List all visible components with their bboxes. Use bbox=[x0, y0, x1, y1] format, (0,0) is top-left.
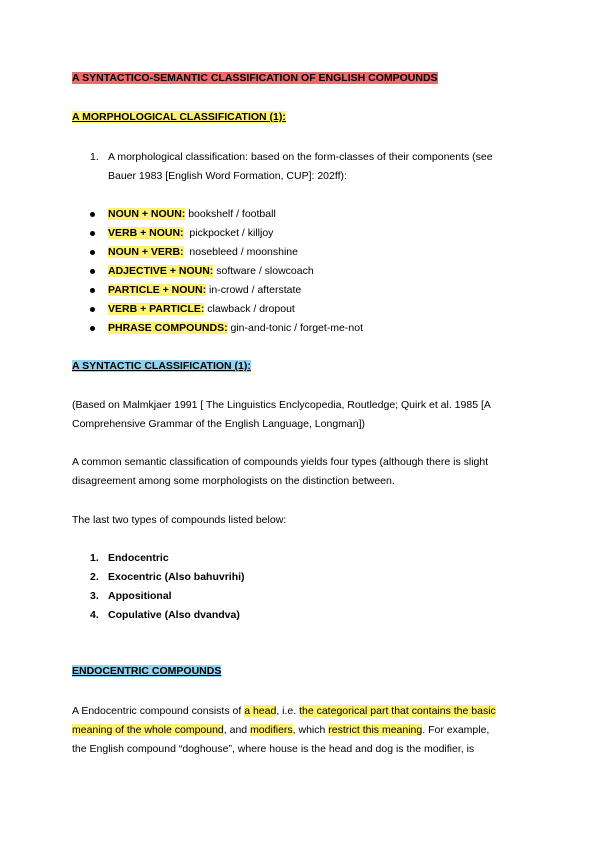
synt-para1-line1: (Based on Malmkjaer 1991 [ The Linguistics Enclycopedia, Routledge; Quirk et al. 1985 [A bbox=[72, 399, 491, 411]
endo-text: . For example, bbox=[422, 724, 490, 736]
bullet-label: PHRASE COMPOUNDS: bbox=[108, 322, 228, 334]
bullet-text: software / slowcoach bbox=[213, 265, 314, 277]
synt-para2-line1: A common semantic classification of compounds yields four types (although there is slight bbox=[72, 456, 489, 468]
bullet-text: pickpocket / killjoy bbox=[183, 227, 274, 239]
bullet-text: clawback / dropout bbox=[204, 303, 295, 315]
bullet-text: nosebleed / moonshine bbox=[183, 246, 298, 258]
endo-highlight: modifiers bbox=[250, 724, 293, 736]
list-item bbox=[90, 589, 172, 603]
morph-item-line2: Bauer 1983 [English Word Formation, CUP]: 202ff): bbox=[108, 170, 347, 182]
list-number: 3. bbox=[90, 590, 99, 602]
endo-text: , which bbox=[292, 724, 329, 736]
list-text: Appositional bbox=[108, 590, 172, 602]
list-item bbox=[90, 608, 240, 622]
endo-line1 bbox=[72, 704, 496, 718]
bullet-dot bbox=[90, 231, 95, 236]
endo-text: , i.e. bbox=[276, 705, 300, 717]
bullet-dot bbox=[90, 212, 95, 217]
list-text: Endocentric bbox=[108, 552, 169, 564]
morph-heading-text: A MORPHOLOGICAL CLASSIFICATION (1): bbox=[72, 111, 286, 123]
morph-item-line1: A morphological classification: based on the form-classes of their components (see bbox=[108, 151, 493, 163]
endo-highlight: meaning of the whole compound bbox=[72, 724, 224, 736]
bullet-dot bbox=[90, 269, 95, 274]
synt-para2-line2: disagreement among some morphologists on the distinction between. bbox=[72, 475, 395, 487]
bullet-dot bbox=[90, 288, 95, 293]
list-text: Exocentric (Also bahuvrihi) bbox=[108, 571, 245, 583]
list-item bbox=[90, 551, 169, 565]
endo-line2 bbox=[72, 723, 489, 737]
endo-line3: the English compound “doghouse”, where house is the head and dog is the modifier, is bbox=[72, 743, 475, 755]
bullet-dot bbox=[90, 326, 95, 331]
list-item bbox=[90, 570, 245, 584]
synt-para3: The last two types of compounds listed below: bbox=[72, 514, 287, 526]
endo-heading-text: ENDOCENTRIC COMPOUNDS bbox=[72, 665, 222, 677]
bullet-dot bbox=[90, 307, 95, 312]
bullet-text: in-crowd / afterstate bbox=[206, 284, 302, 296]
bullet-dot bbox=[90, 250, 95, 255]
bullet-text: gin-and-tonic / forget-me-not bbox=[227, 322, 363, 334]
bullet-label: ADJECTIVE + NOUN: bbox=[108, 265, 214, 277]
synt-heading bbox=[72, 360, 251, 372]
bullet-label: NOUN + NOUN: bbox=[108, 208, 186, 220]
endo-highlight: a head bbox=[244, 705, 277, 717]
bullet-label: PARTICLE + NOUN: bbox=[108, 284, 207, 296]
list-number: 2. bbox=[90, 571, 99, 583]
list-number: 4. bbox=[90, 609, 99, 621]
list-number: 1. bbox=[90, 552, 99, 564]
endo-text: , and bbox=[223, 724, 251, 736]
endo-heading bbox=[72, 665, 221, 677]
endo-highlight: the categorical part that contains the basic bbox=[299, 705, 496, 717]
title-text: A SYNTACTICO-SEMANTIC CLASSIFICATION OF ENGLISH COMPOUNDS bbox=[72, 72, 438, 84]
list-text: Copulative (Also dvandva) bbox=[108, 609, 240, 621]
morph-heading bbox=[72, 111, 286, 123]
bullet-label: VERB + PARTICLE: bbox=[108, 303, 205, 315]
morph-item-number: 1. bbox=[90, 151, 99, 163]
bullet-label: NOUN + VERB: bbox=[108, 246, 184, 258]
bullet-text: bookshelf / football bbox=[185, 208, 276, 220]
endo-text: A Endocentric compound consists of bbox=[72, 705, 245, 717]
synt-para1-line2: Comprehensive Grammar of the English Language, Longman]) bbox=[72, 418, 365, 430]
document-title bbox=[72, 72, 438, 84]
synt-heading-text: A SYNTACTIC CLASSIFICATION (1): bbox=[72, 360, 251, 372]
bullet-label: VERB + NOUN: bbox=[108, 227, 184, 239]
endo-highlight: restrict this meaning bbox=[328, 724, 423, 736]
